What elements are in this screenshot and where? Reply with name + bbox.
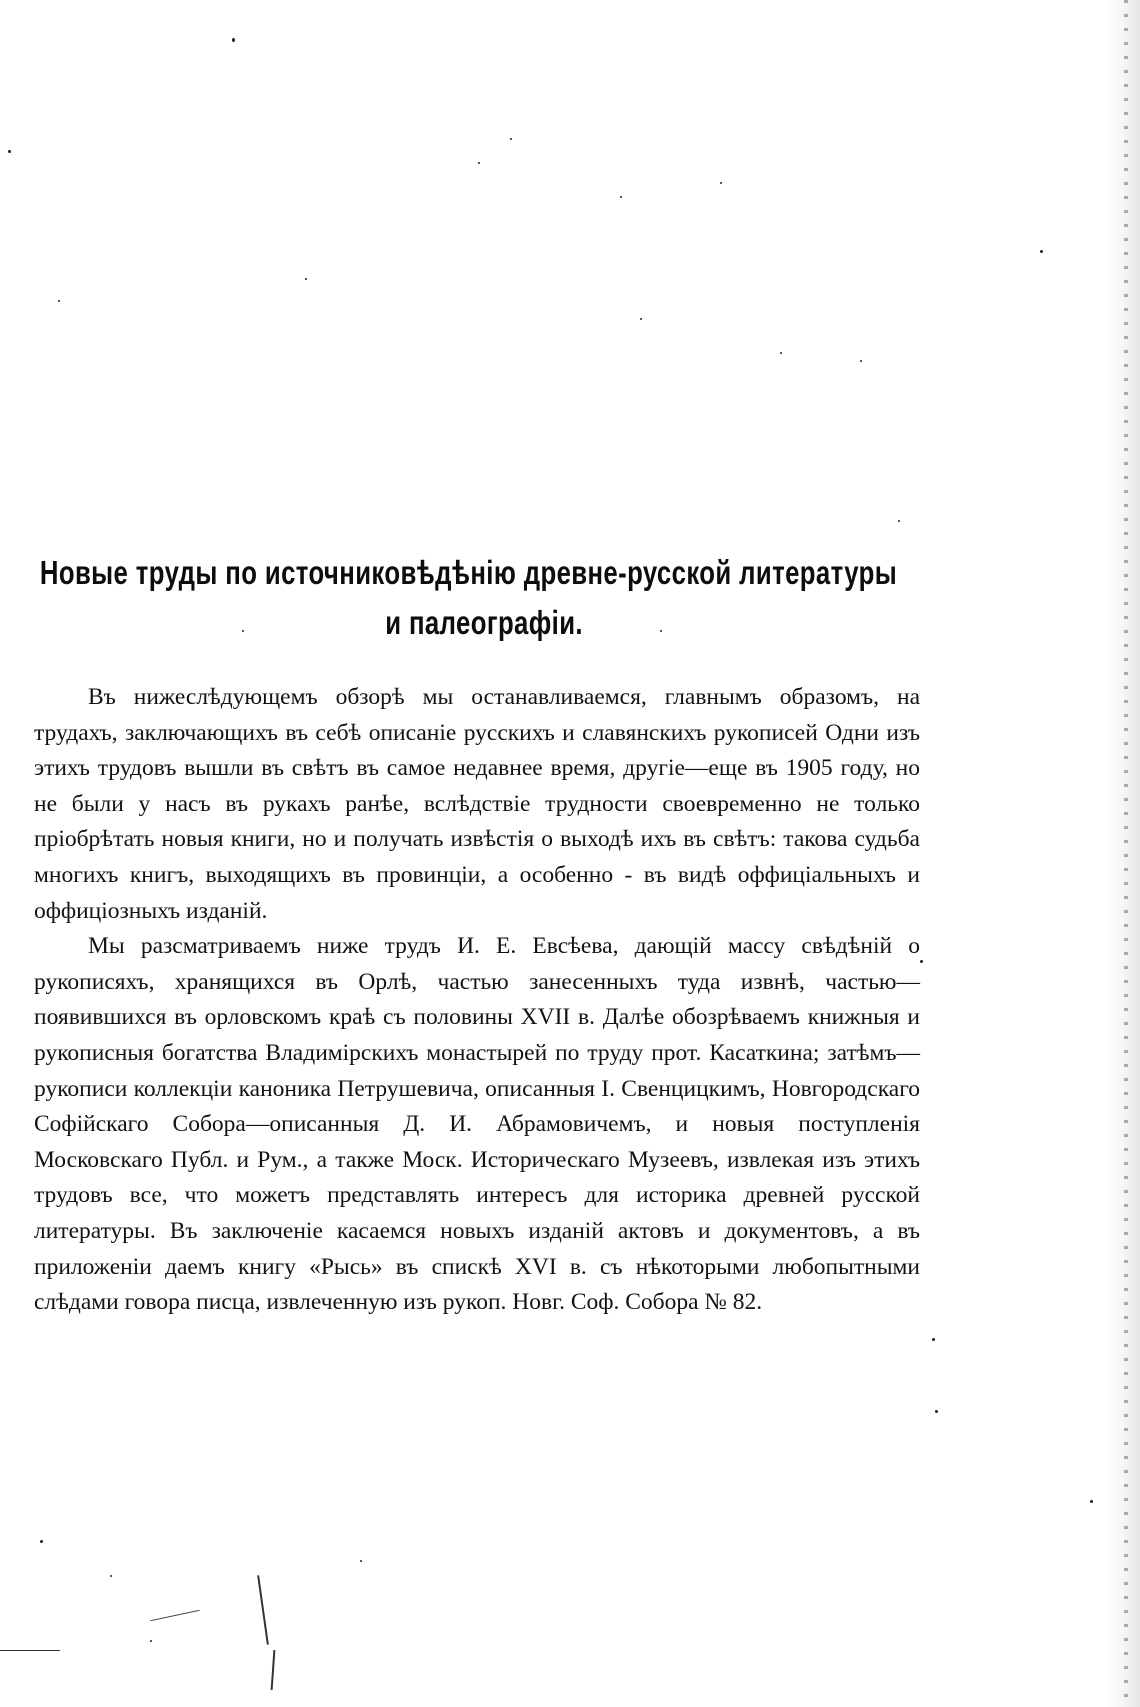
scan-speck	[620, 196, 622, 198]
scan-speck	[110, 1575, 112, 1577]
scan-speck	[58, 300, 60, 302]
paragraph-2: Мы разсматриваемъ ниже трудъ И. Е. Евсѣева, дающій массу свѣдѣній о рукописяхъ, хранящихся въ Орлѣ, частью занесенныхъ туда извнѣ, частью—появившихся въ орловскомъ краѣ съ половины XVII в. Далѣе обозрѣваемъ книжныя и рукописныя богатства Владимірскихъ монастырей по труду прот. Касаткина; затѣмъ—рукописи коллекціи каноника Петрушевича, описанныя І. Свенцицкимъ, Новгородскаго Софійскаго Собора—описанныя Д. И. Абрамовичемъ, и новыя поступленія Московскаго Публ. и Рум., а также Моск. Историческаго Музеевъ, извлекая изъ этихъ трудовъ все, что можетъ представлять интересъ для историка древней русской литературы. Въ заключеніе касаемся новыхъ изданій актовъ и документовъ, а въ приложеніи даемъ книгу «Рысь» въ спискѣ XVI в. съ нѣкоторыми любопытными слѣдами говора писца, извлеченную изъ рукоп. Новг. Соф. Собора № 82.	[34, 933, 920, 1316]
scan-speck	[478, 162, 480, 164]
scan-speck	[360, 1560, 362, 1562]
title-line-1: Новые труды по источниковѣдѣнію древне-русской литературы	[39, 554, 898, 591]
scan-scratch	[150, 1610, 199, 1621]
scan-speck	[1040, 250, 1043, 253]
scan-speck	[860, 360, 862, 362]
title-line-2: и палеографіи.	[385, 604, 583, 641]
scan-speck	[232, 38, 235, 42]
scan-speck	[510, 138, 512, 140]
article-body	[34, 680, 920, 1321]
scan-speck	[920, 960, 923, 963]
scan-speck	[935, 1410, 938, 1413]
scan-speck	[932, 1338, 935, 1341]
scan-speck	[150, 1640, 152, 1642]
scan-scratch	[271, 1650, 276, 1690]
scan-scratch	[0, 1650, 60, 1651]
scan-speck	[780, 352, 782, 354]
scan-speck	[640, 318, 642, 320]
scan-scratch	[257, 1575, 269, 1645]
scan-speck	[8, 150, 11, 153]
scan-speck	[305, 278, 307, 280]
binding-shadow	[1102, 0, 1140, 1707]
article-title	[20, 548, 917, 648]
edge-artifact	[1124, 0, 1128, 1707]
paragraph-1: Въ нижеслѣдующемъ обзорѣ мы останавливаемся, главнымъ образомъ, на трудахъ, заключающихъ въ себѣ описаніе русскихъ и славянскихъ рукописей Одни изъ этихъ трудовъ вышли въ свѣтъ въ самое недавнее время, другіе—еще въ 1905 году, но не были у насъ въ рукахъ ранѣе, вслѣдствіе трудности своевременно не только пріобрѣтать новыя книги, но и получать извѣстія о выходѣ ихъ въ свѣтъ: такова судьба многихъ книгъ, выходящихъ въ провинціи, а особенно - въ видѣ оффиціальныхъ и оффиціозныхъ изданій.	[34, 684, 920, 924]
scan-speck	[40, 1540, 43, 1543]
scan-speck	[1090, 1500, 1093, 1503]
scan-speck	[720, 182, 722, 184]
scan-speck	[898, 520, 900, 522]
